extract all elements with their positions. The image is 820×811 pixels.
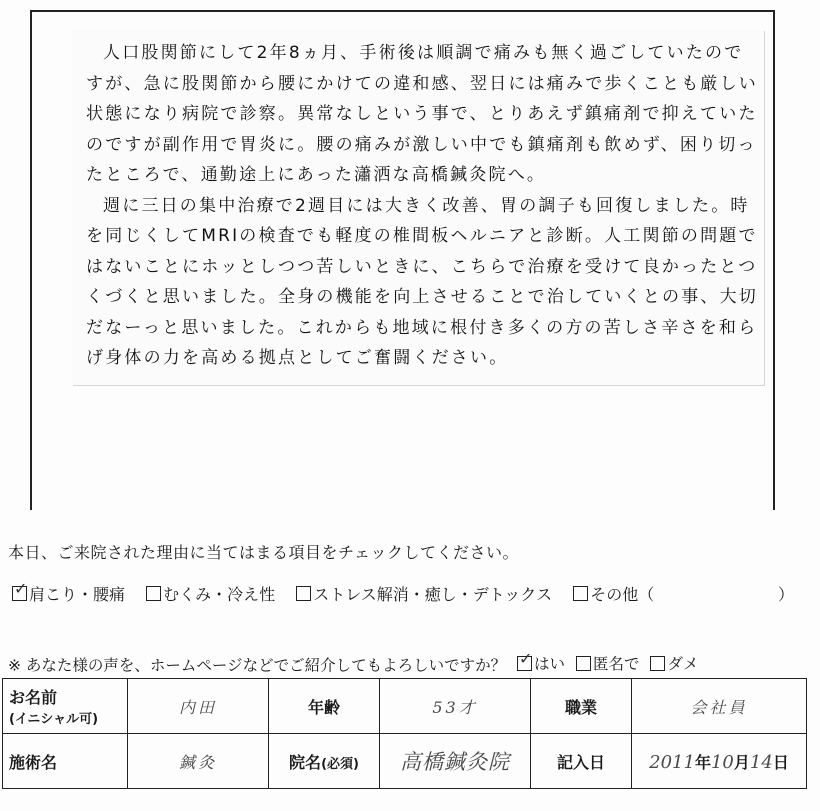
checkbox[interactable] — [12, 579, 28, 601]
consent-label: ダメ — [667, 655, 699, 673]
consent-label: 匿名で — [593, 655, 640, 673]
checkbox[interactable] — [576, 656, 591, 671]
testimonial-paragraph-2: 週に三日の集中治療で2週目には大きく改善、胃の調子も回復しました。時を同じくしてMRIの検査でも軽度の椎間板ヘルニアと診断。人工関節の問題ではないことにホッとしつつ苦しいときに、こちらで治療を受けて良かったとつくづくと思いました。全身の機能を向上させることで治していくとの事、大切だなーっと思いました。これからも地域に根付き多くの方の苦しさ辛さを和らげ身体の力を高める拠点としてご奮闘ください。 — [86, 195, 758, 368]
checkbox[interactable] — [296, 586, 311, 601]
reason-option-shoulder-back[interactable] — [12, 579, 126, 605]
clinic-label-cell — [269, 734, 380, 789]
testimonial-paper — [72, 30, 764, 385]
info-table — [2, 678, 807, 789]
testimonial-paragraph-1: 人口股関節にして2年8ヵ月、手術後は順調で痛みも無く過ごしていたのですが、急に股関節から腰にかけての違和感、翌日には痛みで歩くことも厳しい状態になり病院で診察。異常なしという事で、とりあえず鎮痛剤で抑えていたのですが副作用で胃炎に。腰の痛みが激しい中でも鎮痛剤も飲めず、困り切ったところで、通勤途上にあった瀟洒な高橋鍼灸院へ。 — [86, 43, 758, 185]
consent-option-no[interactable] — [650, 652, 698, 674]
consent-option-anonymous[interactable] — [576, 652, 640, 674]
clinic-label: 院名 — [289, 752, 322, 772]
reason-label: その他（ — [590, 585, 655, 604]
age-value[interactable]: 53才 — [380, 679, 531, 734]
name-sub-label: (イニシャル可) — [9, 712, 99, 727]
name-label: お名前 — [9, 688, 58, 707]
treatment-label: 施術名 — [3, 734, 128, 789]
name-label-cell — [3, 679, 128, 734]
month-unit: 月 — [733, 752, 750, 772]
reason-option-swelling[interactable] — [146, 582, 275, 605]
day-unit: 日 — [772, 752, 789, 772]
name-value[interactable]: 内田 — [128, 679, 269, 734]
reason-question: 本日、ご来院された理由に当てはまる項目をチェックしてください。 — [8, 543, 520, 562]
reason-checkboxes — [12, 579, 812, 605]
clinic-required: (必須) — [321, 756, 359, 772]
date-label: 記入日 — [531, 734, 632, 789]
year-unit: 年 — [694, 752, 711, 772]
date-month: 10 — [710, 751, 734, 773]
check-mark-icon: ✓ — [14, 579, 28, 598]
check-mark-icon: ✓ — [519, 648, 533, 668]
reason-option-stress[interactable] — [296, 582, 552, 605]
job-label: 職業 — [531, 679, 632, 734]
reason-option-other[interactable] — [573, 582, 654, 605]
other-close-paren: ） — [778, 585, 795, 604]
consent-label: はい — [534, 655, 566, 673]
age-label: 年齢 — [269, 679, 380, 734]
checkbox[interactable] — [573, 586, 588, 601]
date-value-cell[interactable] — [632, 734, 807, 789]
reason-label: むくみ・冷え性 — [163, 585, 276, 604]
reason-label: ストレス解消・癒し・デトックス — [313, 585, 553, 604]
date-day: 14 — [749, 751, 773, 773]
reason-label: 肩こり・腰痛 — [29, 585, 126, 604]
consent-question: ※ あなた様の声を、ホームページなどでご紹介してもよろしいですか？ — [8, 656, 507, 675]
date-year: 2011 — [649, 751, 695, 773]
consent-option-yes[interactable] — [517, 648, 566, 674]
clinic-value[interactable]: 高橋鍼灸院 — [380, 734, 531, 789]
checkbox[interactable] — [517, 648, 533, 671]
job-value[interactable]: 会社員 — [632, 679, 807, 734]
checkbox[interactable] — [650, 656, 665, 671]
consent-question-row — [8, 648, 820, 676]
treatment-value[interactable]: 鍼灸 — [128, 734, 269, 789]
checkbox[interactable] — [146, 586, 161, 601]
